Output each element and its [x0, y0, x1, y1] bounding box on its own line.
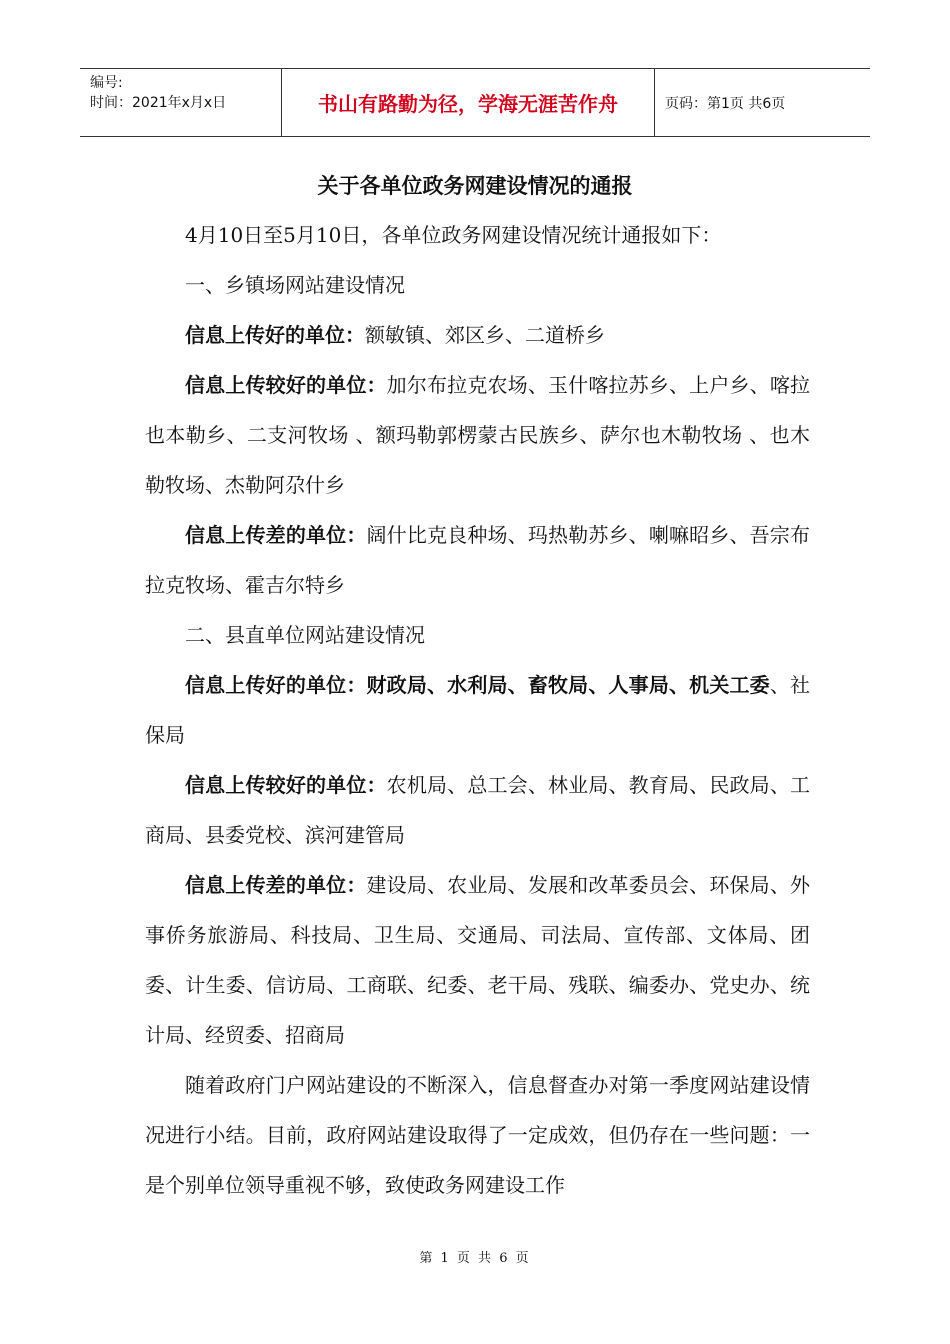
- section1-poor: [145, 510, 810, 610]
- header-page-info: 页码：第1页 共6页: [665, 95, 786, 112]
- section2-good-text: 、社保局: [145, 673, 811, 747]
- number-label: 编号:: [90, 75, 123, 91]
- section1-better-text: 加尔布拉克农场、玉什喀拉苏乡、上户乡、喀拉也本勒乡、二支河牧场 、额玛勒郭楞蒙古民族乡、萨尔也木勒牧场 、也木勒牧场、杰勒阿尕什乡: [145, 373, 811, 497]
- header-meta: [80, 69, 282, 136]
- section2-good: [145, 660, 810, 760]
- section1-good-label: 信息上传好的单位：: [185, 323, 365, 347]
- page-footer: 第 1 页 共 6 页: [419, 1251, 531, 1266]
- section1-better: [145, 360, 810, 510]
- section2-poor-label: 信息上传差的单位：: [185, 873, 367, 897]
- time-label: 时间：2021年x月x日: [90, 95, 227, 111]
- section2-poor-text: 建设局、农业局、发展和改革委员会、环保局、外事侨务旅游局、科技局、卫生局、交通局、司法局、宣传部、文体局、团委、计生委、信访局、工商联、纪委、老干局、残联、编委办、党史办、统计局、经贸委、招商局: [145, 873, 810, 1047]
- section1-better-label: 信息上传较好的单位：: [185, 373, 387, 397]
- section1-poor-label: 信息上传差的单位：: [185, 523, 367, 547]
- document-body: [145, 210, 810, 1210]
- document-title: 关于各单位政务网建设情况的通报: [317, 174, 633, 198]
- section2-heading: 二、县直单位网站建设情况: [185, 623, 425, 647]
- section2-good-label: 信息上传好的单位：财政局、水利局、畜牧局、人事局、机关工委: [185, 673, 770, 697]
- intro-paragraph: 4月10日至5月10日，各单位政务网建设情况统计通报如下：: [185, 223, 722, 247]
- section2-better-text: 农机局、总工会、林业局、教育局、民政局、工商局、县委党校、滨河建管局: [145, 773, 811, 847]
- closing-paragraph: 随着政府门户网站建设的不断深入，信息督查办对第一季度网站建设情况进行小结。目前，政府网站建设取得了一定成效，但仍存在一些问题：一是个别单位领导重视不够，致使政务网建设工作: [145, 1073, 810, 1197]
- header-motto: 书山有路勤为径，学海无涯苦作舟: [282, 69, 655, 136]
- section1-good-text: 额敏镇、郊区乡、二道桥乡: [365, 323, 605, 347]
- section1-good: [145, 310, 810, 360]
- page-header: [80, 68, 870, 137]
- section2-better: [145, 760, 810, 860]
- section2-better-label: 信息上传较好的单位：: [185, 773, 387, 797]
- section2-poor: [145, 860, 810, 1060]
- section1-heading: 一、乡镇场网站建设情况: [185, 273, 405, 297]
- section1-poor-text: 阔什比克良种场、玛热勒苏乡、喇嘛昭乡、吾宗布拉克牧场、霍吉尔特乡: [145, 523, 810, 597]
